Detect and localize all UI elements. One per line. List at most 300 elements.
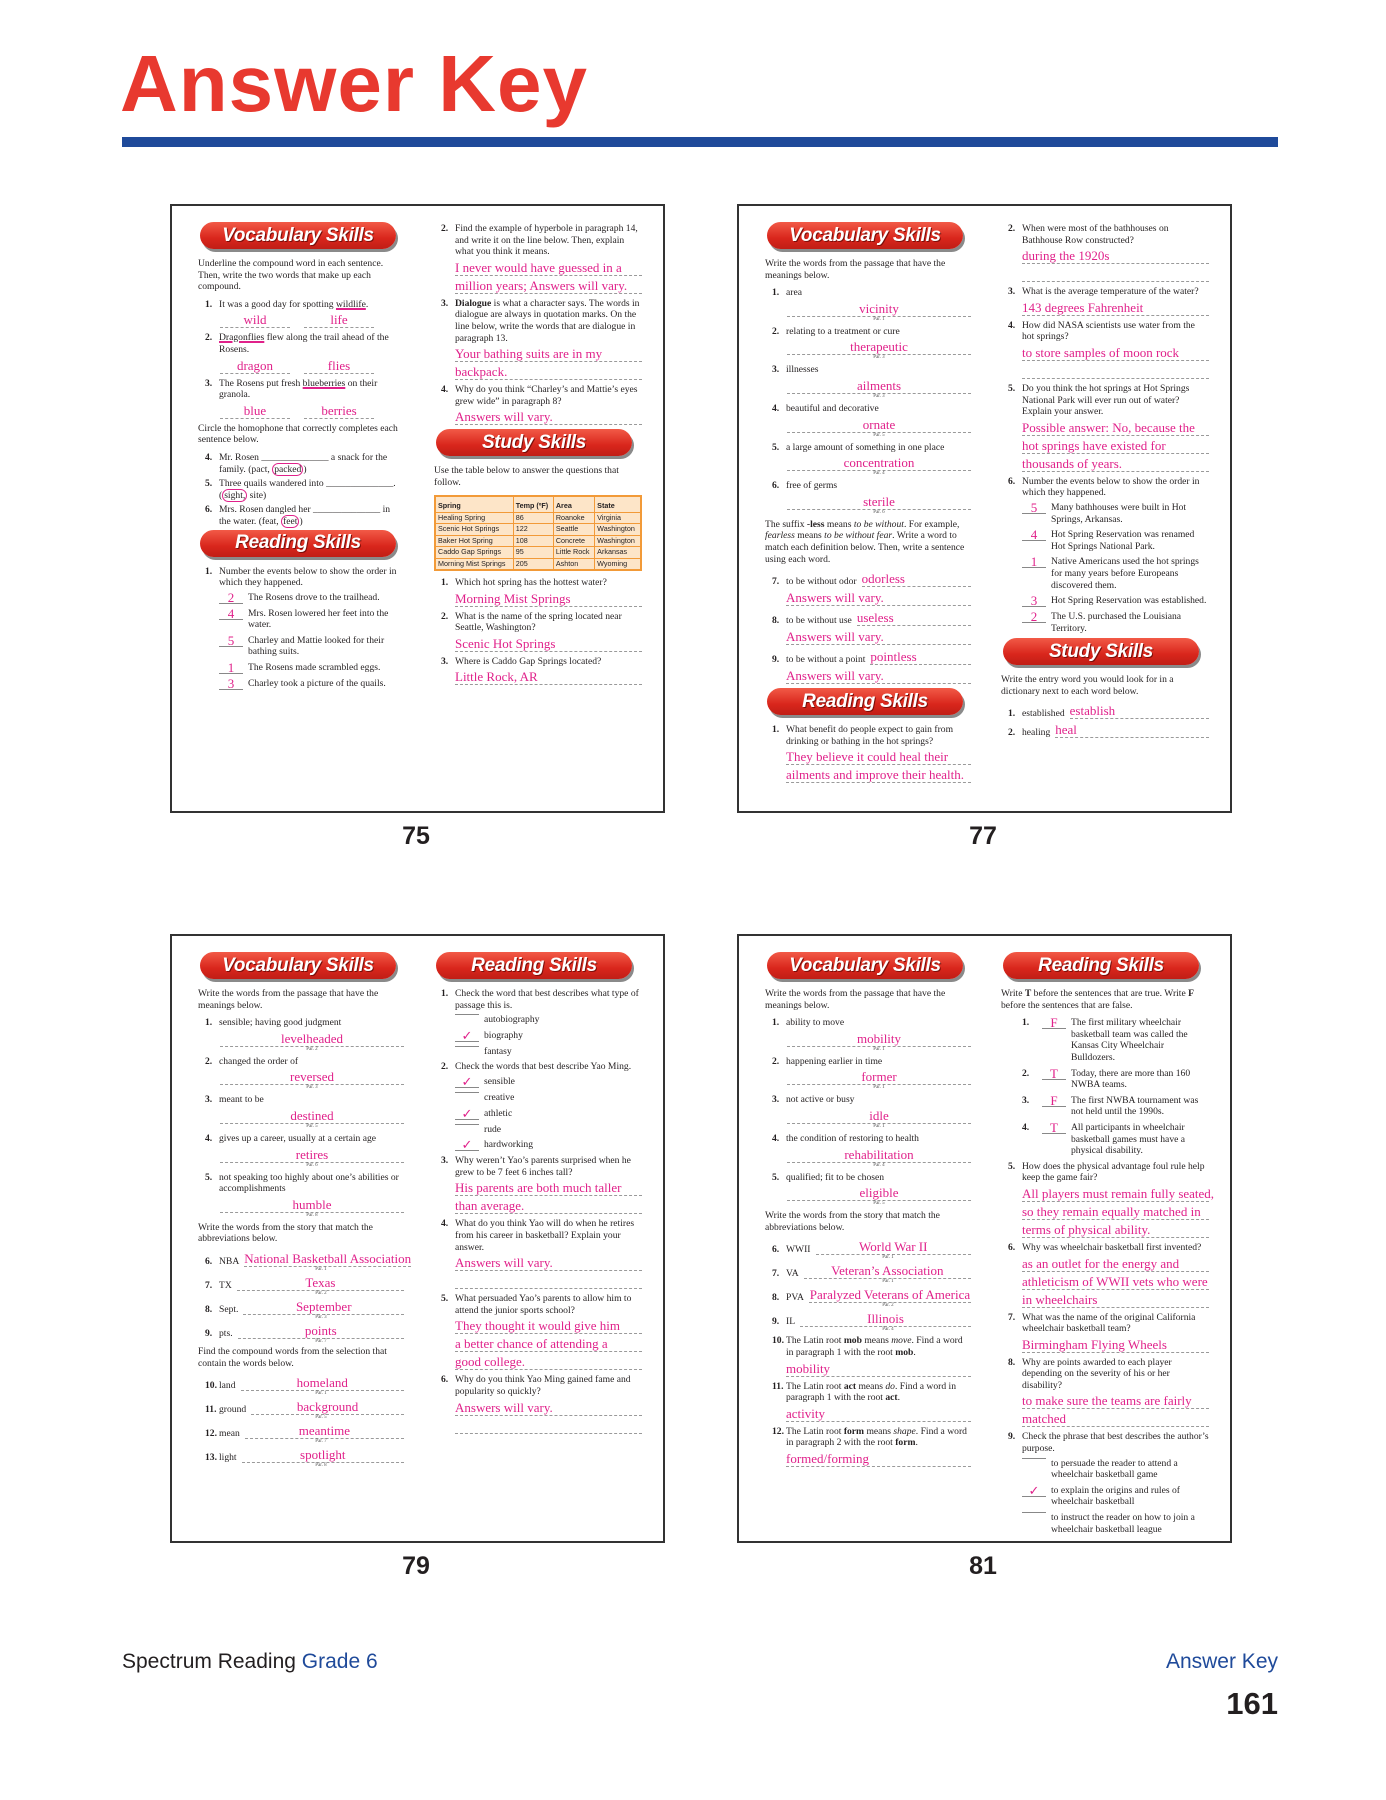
question-text <box>786 1172 971 1184</box>
question-number: 4. <box>1022 1121 1030 1133</box>
question-text <box>219 1056 404 1068</box>
answer-lines <box>786 749 971 783</box>
answer-line: Answers will vary. <box>455 1400 642 1416</box>
answer-lines <box>1022 420 1209 472</box>
section-banner-title: Vocabulary Skills <box>222 954 374 976</box>
question-number: 10. <box>772 1335 784 1347</box>
answer-line: Scenic Hot Springs <box>455 636 642 652</box>
answer-line <box>787 339 971 360</box>
item-text: The first NWBA tournament was not held until the 1990s. <box>1071 1094 1199 1118</box>
question-label: to be without a point <box>786 654 866 666</box>
question-label: to be without use <box>786 615 852 627</box>
answer-line: during the 1920s <box>1022 248 1209 264</box>
answer-line <box>787 417 971 438</box>
text: qualified; fit to be chosen <box>786 1171 885 1183</box>
column-header: Temp (ºF) <box>513 496 553 513</box>
answer-line: activity <box>786 1406 971 1422</box>
text-segment: on their granola. <box>219 377 378 401</box>
question-number: 1. <box>772 724 780 736</box>
question-number: 1. <box>1008 708 1016 720</box>
answer-lines <box>786 629 971 645</box>
text: Check the phrase that best describes the author’s purpose. <box>1022 1431 1209 1455</box>
answer-line: They thought it would give him <box>455 1318 642 1334</box>
text: Circle the homophone that correctly completes each sentence below. <box>198 422 398 446</box>
text-segment: . Find a word in paragraph 1 with the root <box>786 1380 956 1404</box>
answer-blank <box>455 1046 479 1047</box>
answer-blank: 2 <box>219 592 243 604</box>
answer-blank: 4 <box>219 608 243 620</box>
question-number: 1. <box>441 988 449 999</box>
text-segment: flew along the trail ahead of the Rosens. <box>219 332 389 355</box>
text-segment: The suffix <box>765 518 807 530</box>
table-cell: Wyoming <box>595 558 641 570</box>
answer-line <box>787 378 971 399</box>
ordered-item <box>1022 556 1209 591</box>
checkmark-icon: ✓ <box>455 1139 479 1151</box>
question-text <box>786 1426 971 1449</box>
text-segment: The Latin root <box>786 1425 844 1437</box>
answer-line <box>220 1197 404 1218</box>
text: beautiful and decorative <box>786 402 879 414</box>
section-banner-title: Reading Skills <box>802 690 928 712</box>
answer-line: His parents are both much taller <box>455 1180 642 1196</box>
answer-lines <box>455 409 642 425</box>
question-text <box>219 478 404 501</box>
question-label: TX <box>219 1279 232 1291</box>
question-text <box>219 299 404 311</box>
question <box>205 452 404 475</box>
question-text <box>219 1017 404 1029</box>
column-header: Area <box>553 496 594 513</box>
text: ability to move <box>786 1017 845 1029</box>
text-segment: mob <box>843 1335 862 1347</box>
answer-blank <box>455 1092 479 1093</box>
question-number: 9. <box>772 1316 780 1328</box>
answer-line: ailments and improve their health. <box>786 767 971 783</box>
question-number: 5. <box>441 1293 449 1305</box>
question-number: 4. <box>772 1132 780 1144</box>
question <box>772 1017 971 1029</box>
question-number: 1. <box>205 298 213 310</box>
checklist-item <box>455 1139 642 1151</box>
item-text: creative <box>484 1091 515 1103</box>
text-segment: is what a character says. The words in dialogue are always in quotation marks. On the line below, write the words that are dialogue in paragraph 13. <box>455 297 640 344</box>
answer-line: 143 degrees Fahrenheit <box>1022 300 1209 316</box>
inline-question-row <box>772 1287 971 1303</box>
text-segment: mob <box>895 1346 914 1358</box>
answer-blank: 1 <box>219 662 243 674</box>
paragraph-reference: Par. 1 <box>873 1085 885 1091</box>
answer-text: former <box>787 1069 971 1085</box>
paragraph-reference: Par. 2 <box>315 1290 327 1296</box>
answer-line <box>787 1031 971 1052</box>
question-number: 2. <box>772 325 780 337</box>
question-text <box>1022 476 1209 499</box>
question <box>772 287 971 299</box>
answer-text: therapeutic <box>787 339 971 355</box>
paragraph-reference: Par. 3 <box>315 1314 327 1320</box>
question-label: mean <box>219 1428 240 1440</box>
question <box>205 478 404 501</box>
item-text: to explain the origins and rules of wheelchair basketball <box>1051 1484 1180 1508</box>
question <box>205 378 404 401</box>
question-number: 2. <box>205 1055 213 1067</box>
instructions <box>198 258 404 293</box>
footer-section: Answer Key <box>1165 1650 1278 1673</box>
table-row <box>435 512 641 524</box>
question-number: 5. <box>205 478 213 490</box>
paragraph-reference: Par. 5 <box>315 1415 327 1421</box>
item-text: Native Americans used the hot springs for many years before Europeans discovered them. <box>1051 556 1199 591</box>
question <box>205 1133 404 1145</box>
question-text <box>219 378 404 401</box>
question-label: VA <box>786 1268 799 1280</box>
answer-line <box>787 301 971 322</box>
question-text <box>219 1133 404 1145</box>
paragraph-reference: Par. 3 <box>873 393 885 399</box>
answer-line: hot springs have existed for <box>1022 438 1209 454</box>
text: not active or busy <box>786 1094 855 1106</box>
answer-lines <box>1022 1393 1209 1427</box>
text-segment: F <box>1188 988 1194 999</box>
paragraph-reference: Par. 7 <box>315 1439 327 1445</box>
item-text: Hot Spring Reservation was renamed Hot Springs National Park. <box>1051 529 1195 552</box>
question-number: 7. <box>1008 1311 1016 1323</box>
question-number: 12. <box>205 1428 217 1440</box>
table-cell: Morning Mist Springs <box>435 558 513 570</box>
answer-line: to store samples of moon rock <box>1022 345 1209 361</box>
question-text <box>455 223 642 258</box>
answer-text: Texas <box>237 1275 404 1291</box>
ordered-item <box>219 678 404 690</box>
table-cell: Concrete <box>553 535 594 547</box>
answer-lines <box>786 590 971 606</box>
answer-blank: T <box>1042 1068 1066 1080</box>
item-text: The Rosens made scrambled eggs. <box>248 662 381 674</box>
text: Write the words from the story that match the abbreviations below. <box>765 1210 940 1233</box>
question-label: light <box>219 1452 237 1464</box>
inline-question-row <box>772 610 971 626</box>
instructions <box>1001 988 1209 1011</box>
text-segment: Write <box>1001 988 1025 999</box>
question-number: 5. <box>1008 382 1016 394</box>
table-row <box>435 558 641 570</box>
paragraph-reference: Par. 1 <box>315 1266 327 1272</box>
inline-question <box>765 1239 971 1260</box>
table-row <box>435 547 641 559</box>
answer-text: destined <box>220 1108 404 1124</box>
answer-line: athleticism of WWII vets who were <box>1022 1273 1208 1289</box>
text: Write the words from the story that match the abbreviations below. <box>198 1221 373 1245</box>
answer-text: National Basketball Association <box>244 1250 412 1266</box>
text: How did NASA scientists use water from the hot springs? <box>1022 319 1195 343</box>
answer-line: Answers will vary. <box>455 1255 642 1271</box>
item-text: Many bathhouses were built in Hot Springs, Arkansas. <box>1051 501 1187 525</box>
answer-line: Little Rock, AR <box>455 669 642 685</box>
answer-line <box>787 455 971 476</box>
inline-question <box>198 1399 404 1420</box>
question-number: 1. <box>441 577 449 589</box>
inline-question-row <box>205 1250 412 1267</box>
paragraph-reference: Par. 6 <box>873 509 885 515</box>
text: What was the name of the original California wheelchair basketball team? <box>1022 1311 1196 1335</box>
answer-blank <box>1022 1458 1046 1459</box>
inline-question-row <box>205 1299 404 1315</box>
question-text <box>786 364 971 376</box>
question <box>441 223 642 258</box>
item-text: All participants in wheelchair basketball games must have a physical disability. <box>1071 1121 1186 1157</box>
title-divider <box>122 137 1278 147</box>
ordered-item <box>219 605 404 631</box>
answer-lines <box>786 668 971 684</box>
section-banner-title: Vocabulary Skills <box>222 224 374 246</box>
answer-line: so they remain equally matched in <box>1022 1204 1209 1220</box>
column-header: Spring <box>435 496 513 513</box>
answer-line: Answers will vary. <box>455 409 642 425</box>
inline-question <box>198 1299 404 1320</box>
question-number: 2. <box>441 610 449 622</box>
item-text: fantasy <box>484 1045 512 1057</box>
question-label: pts. <box>219 1327 233 1339</box>
question-number: 2. <box>1022 1067 1030 1079</box>
answer-pair <box>220 403 404 419</box>
ordered-item <box>219 589 404 605</box>
section-banner <box>1003 638 1199 665</box>
answer-line: good college. <box>455 1354 642 1370</box>
text: meant to be <box>219 1094 264 1106</box>
question-number: 1. <box>205 565 213 577</box>
section-banner <box>767 952 963 979</box>
text: Find the compound words from the selection that contain the words below. <box>198 1345 387 1369</box>
text: area <box>786 287 802 299</box>
text: Number the events below to show the order in which they happened. <box>1022 475 1200 499</box>
ordered-item <box>1022 529 1209 552</box>
answer-text: reversed <box>220 1069 404 1085</box>
answer-page-79 <box>170 934 665 1543</box>
inline-question <box>198 1275 404 1296</box>
text-segment: T <box>1024 988 1032 999</box>
question-text <box>786 1335 971 1358</box>
question-label: healing <box>1022 727 1051 739</box>
text: What benefit do people expect to gain from drinking or bathing in the hot springs? <box>786 724 954 747</box>
section-banner <box>200 222 396 249</box>
instructions <box>1001 674 1209 697</box>
question-number: 3. <box>772 1094 780 1106</box>
text-segment: ) <box>303 463 307 475</box>
inline-question <box>765 1311 971 1332</box>
ordered-item <box>219 662 404 674</box>
question-number: 3. <box>1008 286 1016 298</box>
question <box>772 326 971 338</box>
text: Check the word that best describes what type of passage this is. <box>455 988 639 1011</box>
question <box>772 403 971 415</box>
inline-question <box>765 649 971 665</box>
text: a large amount of something in one place <box>786 441 945 453</box>
table-cell: Arkansas <box>595 547 641 559</box>
paragraph-reference: Par. 1 <box>873 316 885 322</box>
text-segment: The Rosens put fresh <box>219 377 303 389</box>
ordered-item <box>1022 1065 1209 1091</box>
question-text <box>1022 1431 1209 1454</box>
question-number: 6. <box>205 1255 213 1267</box>
ordered-item <box>1022 499 1209 525</box>
question-number: 8. <box>1008 1356 1016 1368</box>
question-text <box>1022 223 1209 246</box>
text: When were most of the bathhouses on Bathhouse Row constructed? <box>1022 223 1169 246</box>
item-text: Today, there are more than 160 NWBA teams. <box>1071 1067 1191 1091</box>
question-number: 3. <box>1022 1094 1030 1106</box>
paragraph-reference: Par. 1 <box>873 1046 885 1052</box>
answer-blank: 1 <box>1022 556 1046 568</box>
question <box>441 298 642 344</box>
answer-text: heal <box>1055 722 1209 738</box>
inline-question <box>198 1323 404 1344</box>
question-text <box>786 326 971 338</box>
question-text <box>1022 286 1209 298</box>
answer-line: mobility <box>786 1361 971 1377</box>
answer-line <box>1022 266 1209 282</box>
question-number: 2. <box>1008 727 1016 739</box>
ordered-item <box>1022 595 1209 607</box>
left-column <box>765 950 971 1471</box>
checklist-item <box>455 1124 642 1136</box>
text: Number the events below to show the order in which they happened. <box>219 565 397 589</box>
answer-second-word: life <box>304 312 374 328</box>
underlined-word: wildlife <box>335 298 366 310</box>
answer-line: matched <box>1022 1411 1209 1427</box>
text: Why do you think Yao Ming gained fame and popularity so quickly? <box>455 1374 631 1397</box>
item-text: The U.S. purchased the Louisiana Territory. <box>1051 611 1182 634</box>
footer-book-title <box>122 1650 378 1674</box>
question-text <box>1022 1312 1209 1335</box>
answer-pair <box>220 312 404 328</box>
answer-text: retires <box>220 1147 404 1163</box>
checklist-item <box>1022 1482 1209 1508</box>
question <box>205 1017 404 1029</box>
question <box>441 1218 642 1253</box>
text-segment: . <box>365 298 369 310</box>
answer-line: They believe it could heal their <box>786 749 971 765</box>
item-text: sensible <box>484 1075 515 1087</box>
answer-text: eligible <box>787 1185 971 1201</box>
answer-lines <box>1022 1185 1215 1238</box>
answer-text: Veteran’s Association <box>804 1263 971 1279</box>
question-text <box>786 1017 971 1029</box>
question-text <box>455 1218 642 1253</box>
text-segment: means <box>861 1335 892 1347</box>
text-segment: It was a good day for spotting <box>219 298 336 310</box>
answer-line: in wheelchairs <box>1022 1292 1209 1308</box>
springs-table <box>434 495 642 572</box>
question <box>772 1056 971 1068</box>
answer-lines <box>455 669 642 685</box>
inline-question <box>1001 703 1209 719</box>
question <box>441 1155 642 1178</box>
answer-blank: 3 <box>219 678 243 690</box>
question-text <box>786 724 971 747</box>
question-text <box>1022 383 1209 418</box>
answer-blank: 5 <box>1022 502 1046 514</box>
inline-question-row <box>205 1399 404 1415</box>
item-text: Mrs. Rosen lowered her feet into the water. <box>248 607 389 631</box>
text: Why was wheelchair basketball first invented? <box>1022 1241 1202 1253</box>
answer-blank <box>1022 1512 1046 1513</box>
text: Write the words from the passage that have the meanings below. <box>765 988 946 1011</box>
text-segment: Three quails wandered into ______________. ( <box>219 478 396 501</box>
question <box>772 364 971 376</box>
answer-lines <box>455 1318 642 1370</box>
answer-line: terms of physical ability. <box>1022 1222 1209 1238</box>
question-text <box>455 1374 642 1397</box>
answer-first-word: dragon <box>220 358 290 374</box>
text: What is the name of the spring located near Seattle, Washington? <box>455 610 622 634</box>
text: Use the table below to answer the questions that follow. <box>434 465 619 488</box>
answer-lines <box>786 1361 971 1377</box>
checklist-item <box>455 1092 642 1104</box>
inline-question-row <box>205 1375 404 1391</box>
question-text <box>786 287 971 299</box>
checkmark-icon: ✓ <box>455 1108 479 1120</box>
answer-page-75 <box>170 204 665 813</box>
question-text <box>219 1172 404 1195</box>
answer-lines <box>455 346 642 380</box>
question-number: 9. <box>205 1327 213 1339</box>
question <box>1008 1242 1209 1254</box>
question-label: IL <box>786 1316 796 1328</box>
ordered-item <box>1022 611 1209 634</box>
item-text: hardworking <box>484 1139 534 1151</box>
paragraph-reference: Par. 8 <box>315 1463 327 1469</box>
left-column <box>198 220 404 694</box>
answer-text: homeland <box>241 1375 404 1391</box>
inline-question <box>765 610 971 626</box>
question <box>205 332 404 355</box>
question-number: 3. <box>205 377 213 389</box>
item-text: Charley and Mattie looked for their bathing suits. <box>248 634 385 658</box>
question-text <box>786 442 971 454</box>
item-text: to persuade the reader to attend a wheelchair basketball game <box>1051 1457 1178 1481</box>
question-number: 3. <box>772 364 780 376</box>
underlined-word: Dragonflies <box>219 332 265 344</box>
inline-question-row <box>1008 703 1209 719</box>
question <box>772 1426 971 1449</box>
question-text <box>219 504 404 527</box>
question-label: ground <box>219 1404 247 1416</box>
page-number: 75 <box>402 822 430 850</box>
inline-question-row <box>772 571 971 587</box>
inline-question <box>198 1250 412 1272</box>
answer-second-word: berries <box>304 403 374 419</box>
answer-text: spotlight <box>242 1447 404 1463</box>
answer-line <box>220 1031 404 1052</box>
question <box>441 1374 642 1397</box>
answer-text: sterile <box>787 494 971 510</box>
question <box>441 1061 642 1073</box>
answer-line: million years; Answers will vary. <box>455 278 642 294</box>
answer-text: Paralyzed Veterans of America <box>809 1287 971 1303</box>
question-text <box>786 1094 971 1106</box>
question-number: 9. <box>772 654 780 666</box>
footer-grade: Grade 6 <box>301 1650 378 1673</box>
text: changed the order of <box>219 1055 299 1067</box>
question <box>441 988 642 1011</box>
checkmark-icon: ✓ <box>455 1076 479 1088</box>
question <box>205 566 404 589</box>
answer-text: Illinois <box>800 1311 971 1327</box>
paragraph-reference: Par. 4 <box>873 471 885 477</box>
answer-text: humble <box>220 1197 404 1213</box>
question-number: 3. <box>441 1155 449 1167</box>
